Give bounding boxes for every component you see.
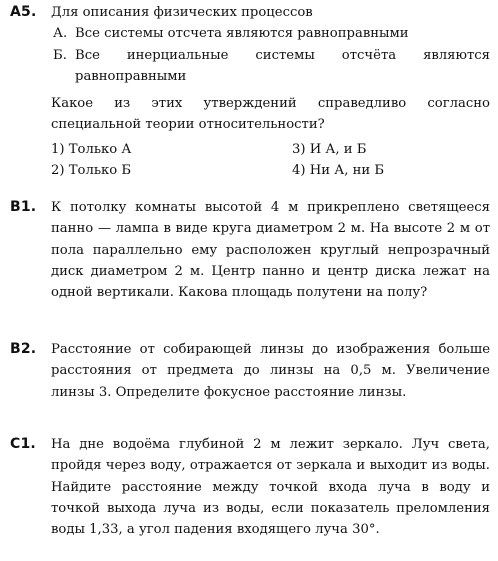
task-number: А5. [10, 4, 37, 20]
task-body [51, 434, 490, 540]
task-number: В1. [10, 199, 37, 215]
statement-text: Все системы отсчета являются равноправными [75, 26, 409, 42]
answer-option: 3) И А, и Б [292, 141, 367, 157]
task-text: На дне водоёма глубиной 2 м лежит зеркало. Луч света, пройдя через воду, отражается от зеркала и выходит из воды. Найдите расстояние между точкой входа луча в воду и точкой выхода луча из воды, если показатель преломления воды 1,33, а угол падения входящего луча 30°. [51, 437, 490, 538]
task-question: Какое из этих утверждений справедливо согласно специальной теории относительности? [51, 96, 490, 133]
statement-b [53, 45, 490, 88]
answer-option: 4) Ни А, ни Б [292, 163, 385, 179]
task-body [51, 339, 490, 403]
task-intro: Для описания физических процессов [51, 5, 313, 20]
task-text: Расстояние от собирающей линзы до изображения больше расстояния от предмета до линзы на 0,5 м. Увеличение линзы 3. Определите фокусное расстояние линзы. [51, 342, 490, 400]
task-number: С1. [10, 436, 36, 452]
answer-options [51, 139, 490, 182]
statement-text: Все инерциальные системы отсчёта являются равноправными [75, 47, 490, 84]
task-body [51, 197, 490, 303]
answer-option: 1) Только А [51, 141, 132, 157]
task-body [51, 2, 490, 181]
statement-a [53, 23, 490, 44]
answer-option: 2) Только Б [51, 163, 132, 179]
task-number: В2. [10, 341, 37, 357]
statement-label: А. [53, 26, 68, 42]
task-text: К потолку комнаты высотой 4 м прикреплено светящееся панно — лампа в виде круга диаметром 2 м. На высоте 2 м от пола параллельно ему расположен круглый непрозрачный диск диаметром 2 м. Центр панно и центр диска лежат на одной вертикали. Какова площадь полутени на полу? [51, 200, 490, 301]
statement-label: Б. [53, 47, 67, 63]
